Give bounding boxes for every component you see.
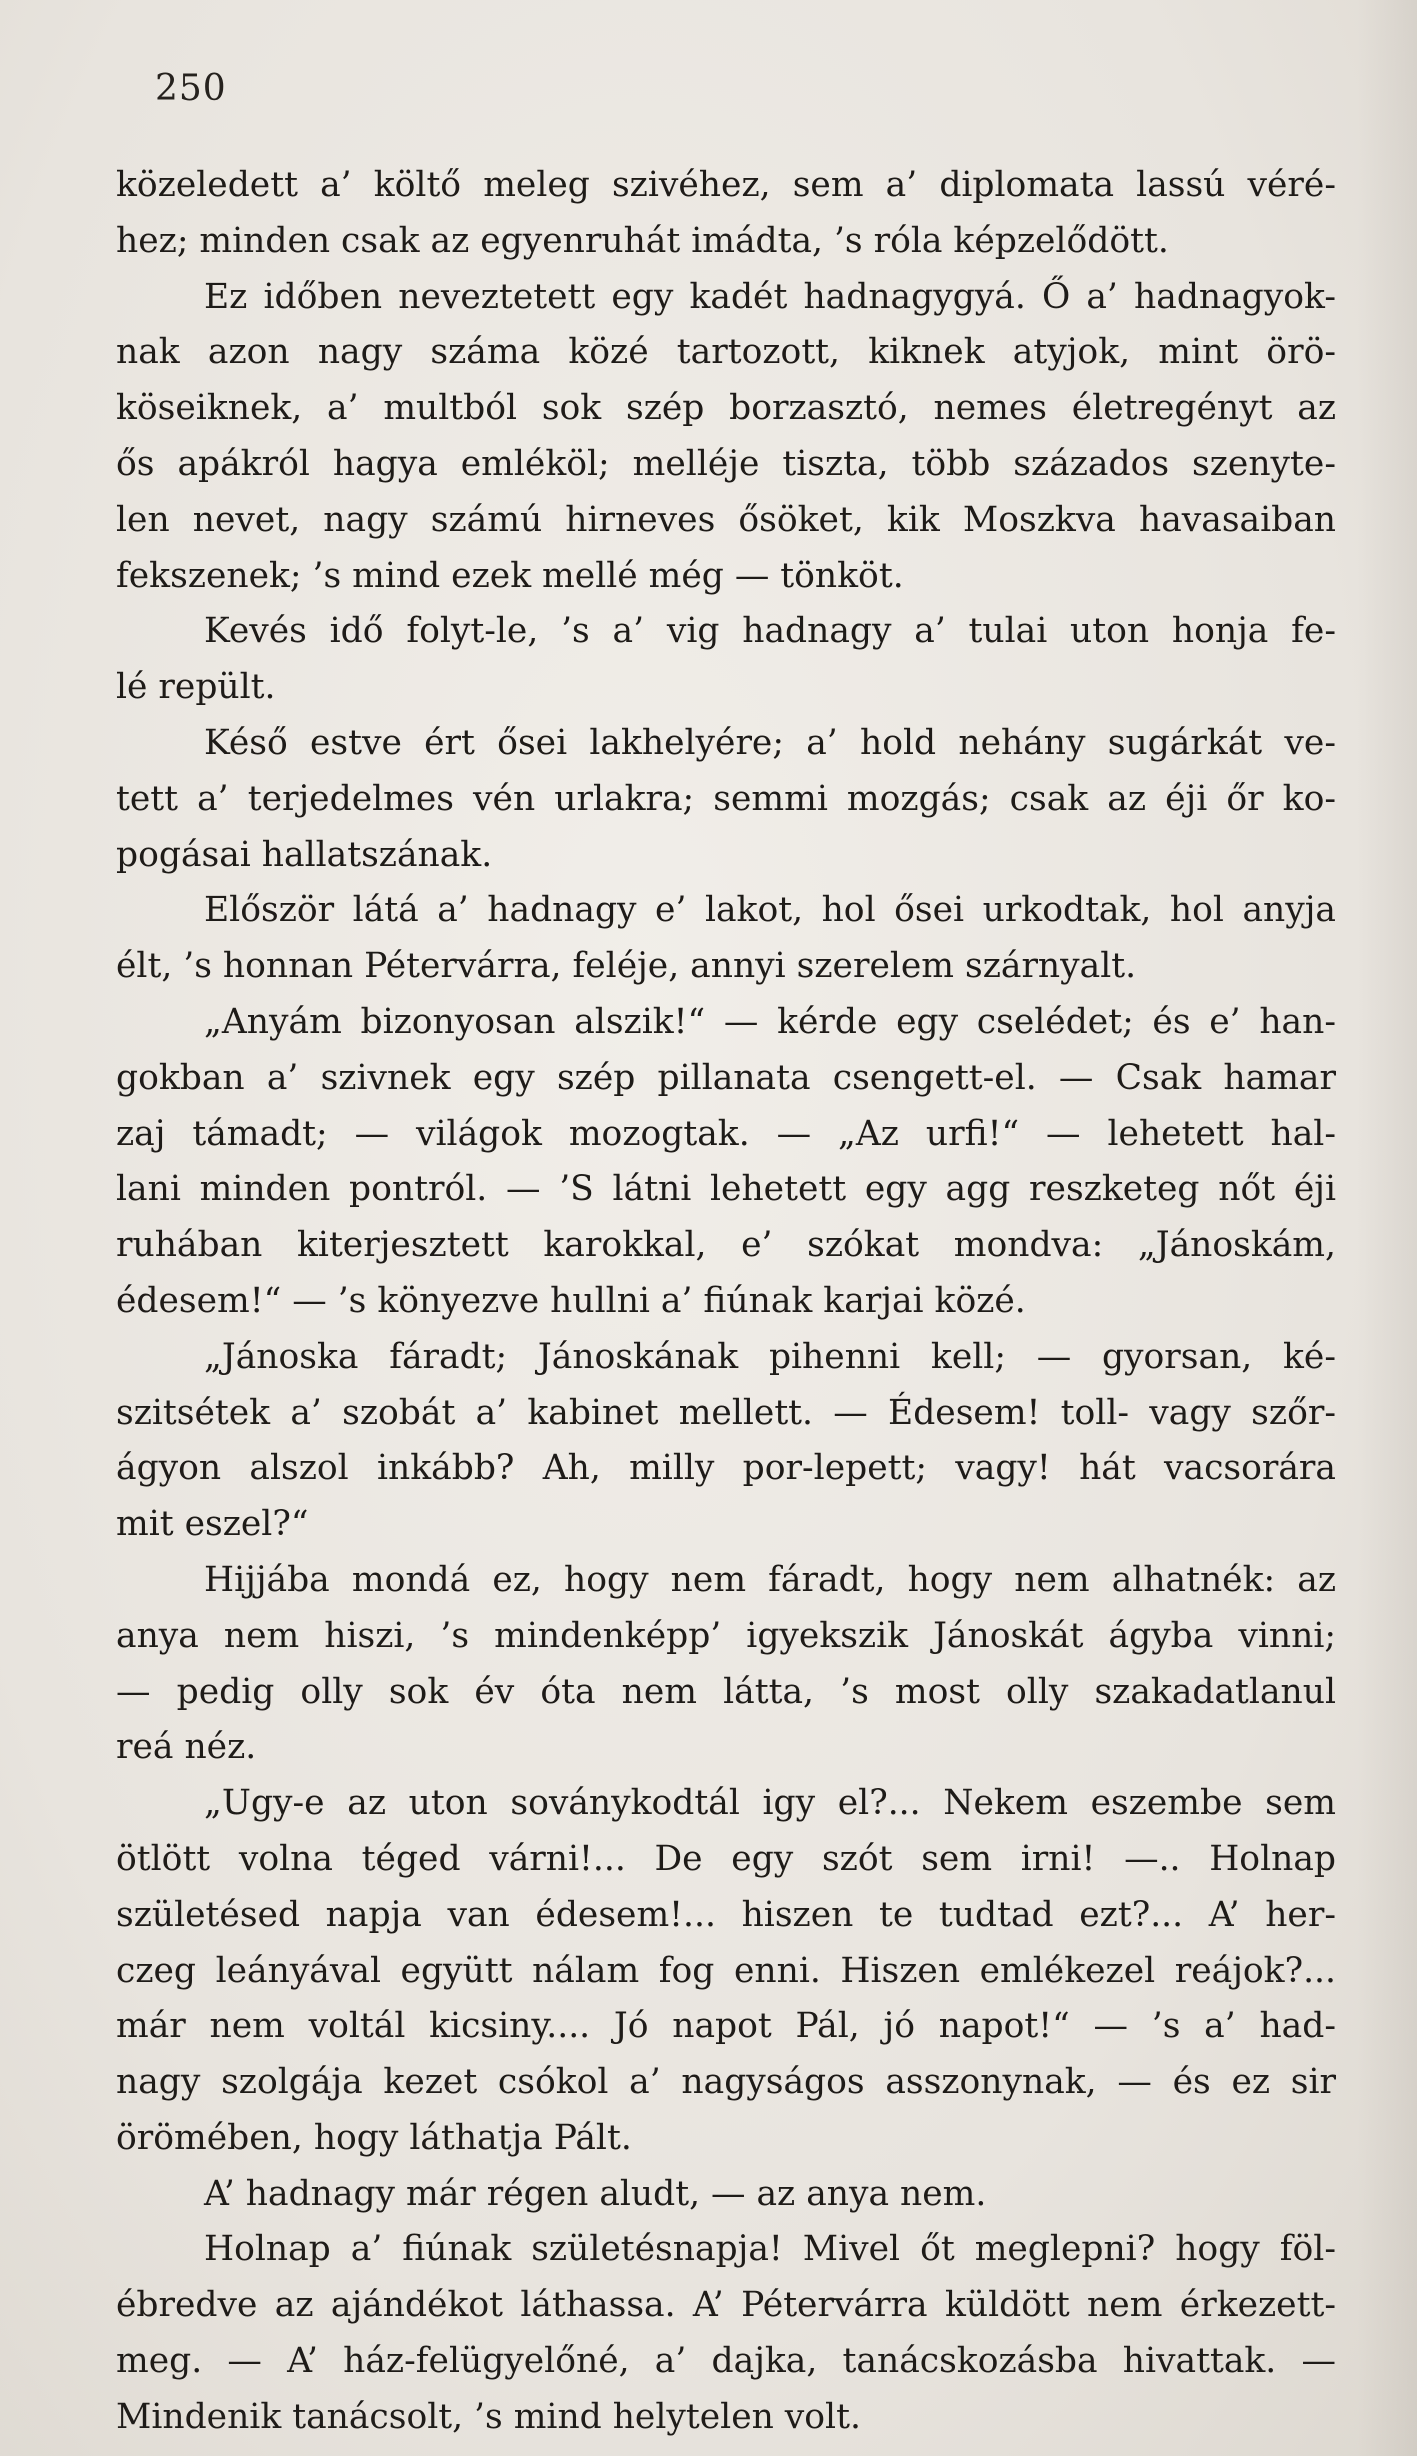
text-line: len nevet, nagy számú hirneves ősöket, kik Moszkva havasaiban xyxy=(116,499,1336,540)
text-line: czeg leányával együtt nálam fog enni. Hiszen emlékezel reájok?... xyxy=(116,1950,1336,1991)
text-line: Először látá a’ hadnagy e’ lakot, hol ősei urkodtak, hol anyja xyxy=(204,890,1336,931)
page-number: 250 xyxy=(155,68,227,109)
page-edge-shadow xyxy=(1357,0,1417,2456)
text-line: lé repült. xyxy=(116,667,276,708)
text-line: Mindenik tanácsolt, ’s mind helytelen volt. xyxy=(116,2396,861,2437)
text-line: nagy szolgája kezet csókol a’ nagyságos asszonynak, — és ez sir xyxy=(116,2062,1336,2103)
text-line: meg. — A’ ház-felügyelőné, a’ dajka, tanácskozásba hivattak. — xyxy=(116,2341,1336,2382)
text-line: mit eszel?“ xyxy=(116,1504,309,1545)
text-line: A’ hadnagy már régen aludt, — az anya nem. xyxy=(204,2173,987,2214)
text-line: „Anyám bizonyosan alszik!“ — kérde egy cselédet; és e’ han- xyxy=(204,1001,1336,1042)
text-line: közeledett a’ költő meleg szivéhez, sem a’ diplomata lassú véré- xyxy=(116,165,1336,205)
text-line: Kevés idő folyt-le, ’s a’ vig hadnagy a’ tulai uton honja fe- xyxy=(204,611,1336,652)
text-line: édesem!“ — ’s könyezve hullni a’ fiúnak karjai közé. xyxy=(116,1280,1026,1321)
text-line: anya nem hiszi, ’s mindenképp’ igyekszik Jánoskát ágyba vinni; xyxy=(116,1615,1336,1656)
text-line: ébredve az ajándékot láthassa. A’ Pétervárra küldött nem érkezett- xyxy=(116,2285,1336,2326)
text-line: pogásai hallatszának. xyxy=(116,834,493,875)
text-line: ruhában kiterjesztett karokkal, e’ szókat mondva: „Jánoskám, xyxy=(116,1225,1336,1266)
text-line: hez; minden csak az egyenruhát imádta, ’s róla képzelődött. xyxy=(116,220,1169,261)
text-line: élt, ’s honnan Pétervárra, feléje, annyi szerelem szárnyalt. xyxy=(116,946,1137,987)
text-line: zaj támadt; — világok mozogtak. — „Az urfi!“ — lehetett hal- xyxy=(116,1113,1336,1154)
body-text xyxy=(116,158,1336,2446)
text-line: Hijjába mondá ez, hogy nem fáradt, hogy nem alhatnék: az xyxy=(204,1559,1336,1600)
text-line: nak azon nagy száma közé tartozott, kiknek atyjok, mint örö- xyxy=(116,332,1336,373)
text-line: tett a’ terjedelmes vén urlakra; semmi mozgás; csak az éji őr ko- xyxy=(116,778,1336,819)
text-line: ötlött volna téged várni!... De egy szót sem irni! —.. Holnap xyxy=(116,1838,1336,1879)
text-line: Holnap a’ fiúnak születésnapja! Mivel őt meglepni? hogy föl- xyxy=(204,2229,1336,2270)
text-line: örömében, hogy láthatja Pált. xyxy=(116,2117,632,2158)
text-line: ágyon alszol inkább? Ah, milly por-lepett; vagy! hát vacsorára xyxy=(116,1448,1336,1489)
text-line: reá néz. xyxy=(116,1727,257,1768)
text-line: — pedig olly sok év óta nem látta, ’s most olly szakadatlanul xyxy=(116,1671,1336,1712)
text-line: Ez időben neveztetett egy kadét hadnagygyá. Ő a’ hadnagyok- xyxy=(204,276,1336,317)
text-line: ős apákról hagya emléköl; melléje tiszta, több százados szenyte- xyxy=(116,443,1336,484)
text-line: „Jánoska fáradt; Jánoskának pihenni kell; — gyorsan, ké- xyxy=(204,1336,1336,1377)
text-line: fekszenek; ’s mind ezek mellé még — tönköt. xyxy=(116,555,904,596)
text-line: szitsétek a’ szobát a’ kabinet mellett. — Édesem! toll- vagy szőr- xyxy=(116,1392,1336,1433)
text-line: már nem voltál kicsiny.... Jó napot Pál, jó napot!“ — ’s a’ had- xyxy=(116,2006,1336,2047)
text-line: köseiknek, a’ multból sok szép borzasztó, nemes életregényt az xyxy=(116,388,1336,429)
text-line: lani minden pontról. — ’S látni lehetett egy agg reszketeg nőt éji xyxy=(116,1169,1336,1210)
text-line: „Ugy-e az uton soványkodtál igy el?... Nekem eszembe sem xyxy=(204,1783,1336,1824)
text-line: gokban a’ szivnek egy szép pillanata csengett-el. — Csak hamar xyxy=(116,1057,1336,1098)
text-line: születésed napja van édesem!... hiszen te tudtad ezt?... A’ her- xyxy=(116,1894,1336,1935)
text-line: Késő estve ért ősei lakhelyére; a’ hold nehány sugárkát ve- xyxy=(204,722,1336,763)
